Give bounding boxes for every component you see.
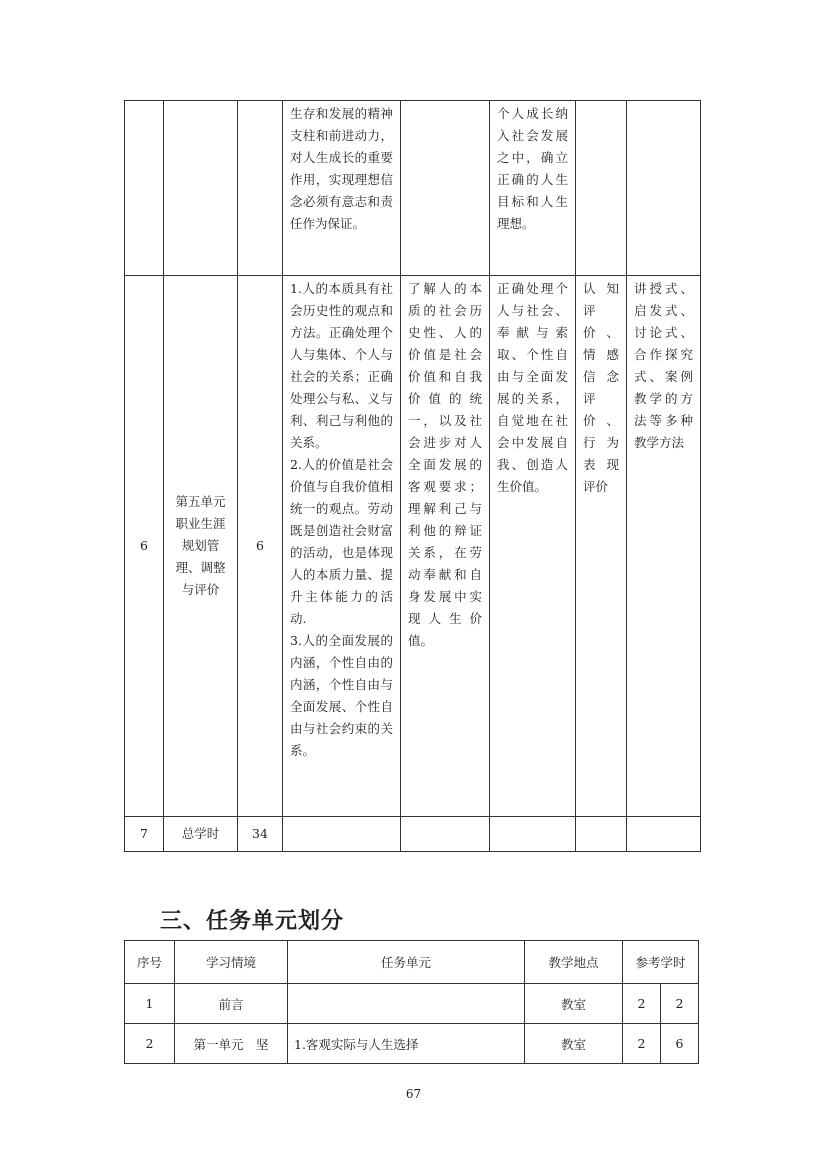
total-hours-value: 34 — [238, 817, 283, 852]
section-title: 三、任务单元划分 — [160, 909, 345, 934]
skill-goal-text: 个人成长纳入社会发展之中，确立正确的人生目标和人生理想。 — [497, 106, 568, 231]
table-row — [125, 817, 701, 852]
hours-cell: 2 — [623, 984, 661, 1024]
row-number: 2 — [125, 1024, 175, 1064]
content-cell — [283, 276, 401, 817]
situation-cell: 第一单元 坚 — [175, 1024, 288, 1064]
task-cell — [288, 984, 525, 1024]
table-cell — [576, 101, 627, 276]
table-cell — [238, 101, 283, 276]
hours-cell: 2 — [661, 984, 699, 1024]
content-item-1: 1.人的本质具有社会历史性的观点和方法。正确处理个人与集体、个人与社会的关系；正确处理公与私、义与利、利己与利他的关系。 — [290, 281, 393, 450]
course-content-table — [124, 100, 701, 852]
table-cell — [490, 817, 576, 852]
hours-cell: 6 — [661, 1024, 699, 1064]
content-item-2: 2.人的价值是社会价值与自我价值相统一的观点。劳动既是创造社会财富的活动，也是体现人的本质力量、提升主体能力的活动. — [290, 457, 393, 626]
header-place: 教学地点 — [525, 941, 623, 984]
table-row — [125, 276, 701, 817]
content-item-3: 3.人的全面发展的内涵，个性自由的内涵，个性自由与全面发展、个性自由与社会约束的关系。 — [290, 633, 393, 758]
table-cell — [401, 817, 490, 852]
place-cell: 教室 — [525, 1024, 623, 1064]
place-cell: 教室 — [525, 984, 623, 1024]
table-cell — [125, 101, 164, 276]
table-row — [125, 101, 701, 276]
table-cell — [283, 817, 401, 852]
skill-goal-cell: 正确处理个人与社会、奉献与索取、个性自由与全面发展的关系，自觉地在社会中发展自我、创造人生价值。 — [490, 276, 576, 817]
skill-goal-cell — [490, 101, 576, 276]
table-cell — [164, 101, 238, 276]
table-row — [125, 1024, 699, 1064]
unit-name: 第五单元 职业生涯规划管理、调整与评价 — [164, 276, 238, 817]
content-text: 生存和发展的精神支柱和前进动力，对人生成长的重要作用，实现理想信念必须有意志和责任作为保证。 — [290, 106, 393, 231]
task-unit-table — [124, 940, 699, 1064]
table-cell — [627, 817, 701, 852]
knowledge-goal-cell: 了解人的本质的社会历史性、人的价值是社会价值和自我价值的统一，以及社会进步对人全面发展的客观要求；理解利己与利他的辩证关系，在劳动奉献和自身发展中实现人生价值。 — [401, 276, 490, 817]
situation-cell: 前言 — [175, 984, 288, 1024]
table-header-row — [125, 941, 699, 984]
total-hours-label: 总学时 — [164, 817, 238, 852]
table-cell — [401, 101, 490, 276]
unit-hours: 6 — [238, 276, 283, 817]
methods-cell: 讲授式、启发式、讨论式、合作探究式、案例教学的方法等多种教学方法 — [627, 276, 701, 817]
header-hours: 参考学时 — [623, 941, 699, 984]
row-number: 1 — [125, 984, 175, 1024]
header-no: 序号 — [125, 941, 175, 984]
evaluation-cell: 认知评价、情感信念评价、行为表现评价 — [576, 276, 627, 817]
row-number: 6 — [125, 276, 164, 817]
hours-cell: 2 — [623, 1024, 661, 1064]
header-situation: 学习情境 — [175, 941, 288, 984]
page-number: 67 — [405, 1087, 422, 1101]
row-number: 7 — [125, 817, 164, 852]
table-row — [125, 984, 699, 1024]
content-cell — [283, 101, 401, 276]
task-cell: 1.客观实际与人生选择 — [288, 1024, 525, 1064]
table-cell — [576, 817, 627, 852]
header-task: 任务单元 — [288, 941, 525, 984]
table-cell — [627, 101, 701, 276]
